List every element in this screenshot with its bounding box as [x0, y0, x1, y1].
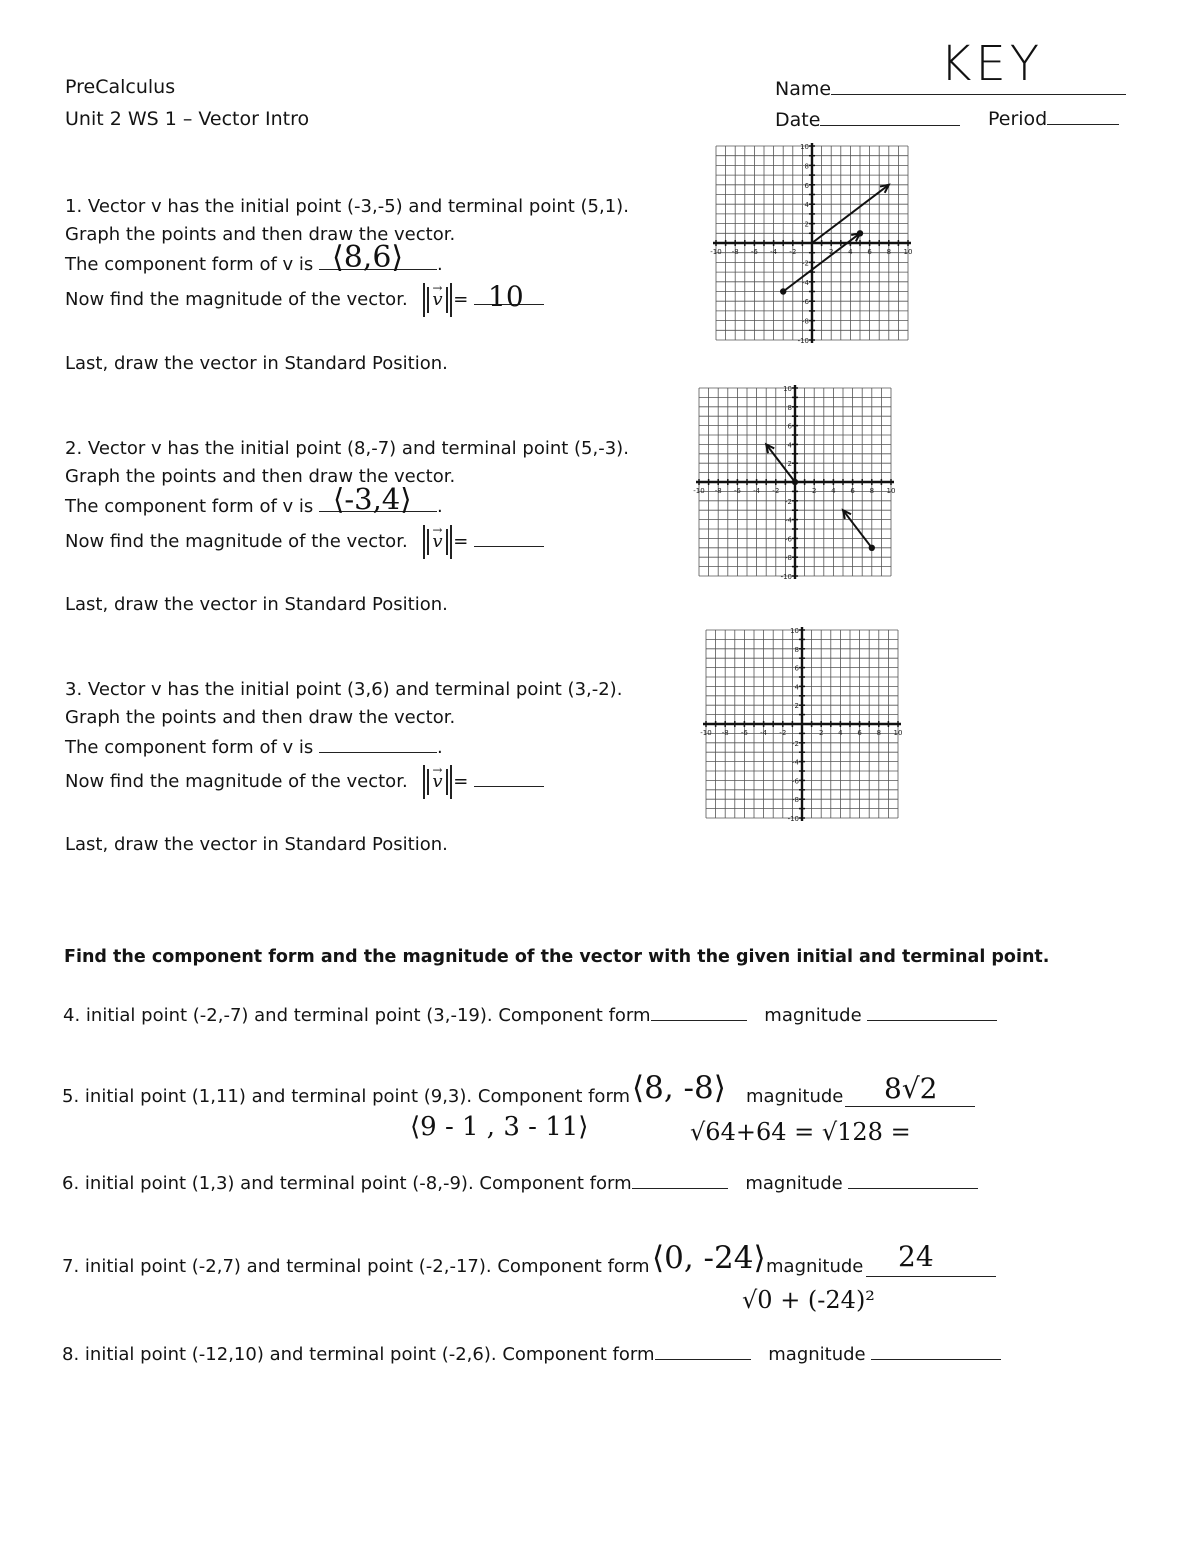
problem-2-magnitude-row: Now find the magnitude of the vector. → v =: [65, 528, 544, 555]
x-tick-label: -8: [714, 487, 722, 495]
y-tick-label: 10: [800, 143, 809, 151]
problem-6-component-field[interactable]: [632, 1170, 728, 1189]
problem-7-magnitude-answer: 24: [898, 1240, 934, 1273]
y-tick-label: 2: [787, 460, 792, 469]
problem-2-graph-line: Graph the points and then draw the vector.: [65, 466, 456, 487]
problem-1-magnitude-row: Now find the magnitude of the vector. → v =: [65, 286, 544, 313]
problem-5-magnitude-label: magnitude: [746, 1086, 844, 1107]
x-tick-label: -8: [721, 729, 729, 737]
problem-4-magnitude-label: magnitude: [764, 1005, 862, 1026]
coordinate-grid-1[interactable]: [712, 142, 912, 344]
problem-3-component-row: The component form of v is .: [65, 734, 443, 759]
x-tick-label: -6: [750, 248, 758, 256]
problem-2-text: Vector v has the initial point (8,-7) and terminal point (5,-3).: [87, 438, 629, 459]
x-tick-label: -10: [700, 729, 712, 737]
y-tick-label: 8: [787, 403, 792, 412]
y-tick-label: -10: [787, 815, 799, 823]
problem-4-text: initial point (-2,-7) and terminal point (3,-19).: [85, 1005, 493, 1026]
y-tick-label: 10: [790, 627, 799, 635]
y-tick-label: 10: [783, 385, 792, 393]
problem-3-graph-line: Graph the points and then draw the vector.: [65, 707, 456, 728]
problem-1-graph-line: Graph the points and then draw the vector.: [65, 224, 456, 245]
y-tick-label: 8: [794, 645, 799, 654]
coordinate-grid-3[interactable]: [702, 626, 902, 822]
problem-2-component-row: The component form of v is .: [65, 493, 443, 518]
problem-2-magnitude-field[interactable]: [474, 528, 544, 547]
date-field[interactable]: [820, 107, 960, 126]
y-tick-label: -2: [785, 497, 792, 506]
y-tick-label: 4: [787, 441, 792, 450]
date-label: Date: [775, 109, 821, 131]
x-tick-label: -6: [733, 487, 741, 495]
y-tick-label: 4: [804, 201, 809, 210]
problem-7-number: 7.: [62, 1256, 80, 1277]
y-tick-label: -10: [780, 573, 792, 581]
problem-3-component-text: The component form of v is: [65, 737, 314, 758]
plotted-point: [857, 230, 863, 236]
y-tick-label: -8: [785, 554, 792, 563]
x-tick-label: -2: [789, 248, 797, 256]
period-label: Period: [988, 108, 1048, 130]
y-tick-label: 6: [794, 664, 799, 673]
problem-5-magnitude-work: √64+64 = √128 =: [690, 1118, 911, 1146]
problem-3-standard-line: Last, draw the vector in Standard Position.: [65, 834, 448, 855]
problem-2-component-text: The component form of v is: [65, 496, 314, 517]
x-tick-label: -6: [740, 729, 748, 737]
y-tick-label: 4: [794, 683, 799, 692]
problem-5-text: initial point (1,11) and terminal point (9,3).: [84, 1086, 473, 1107]
problem-4-component-label: Component form: [498, 1005, 651, 1026]
y-tick-label: 2: [794, 702, 799, 711]
problem-8-component-field[interactable]: [655, 1341, 751, 1360]
problem-4-row: [63, 1002, 997, 1027]
problem-1-text: Vector v has the initial point (-3,-5) and terminal point (5,1).: [87, 196, 629, 217]
problem-5-component-label: Component form: [477, 1086, 631, 1107]
plotted-point: [792, 479, 798, 485]
y-tick-label: -2: [802, 259, 809, 268]
problem-7-row: [62, 1256, 650, 1278]
problem-1-magnitude-text: Now find the magnitude of the vector.: [65, 289, 408, 310]
problem-7-component-answer: ⟨0, -24⟩: [652, 1240, 766, 1276]
norm-symbol: → v: [427, 529, 447, 555]
y-tick-label: -4: [802, 278, 809, 287]
problem-4-number: 4.: [63, 1005, 81, 1026]
date-row: [775, 107, 960, 131]
problem-6-magnitude-field[interactable]: [848, 1170, 978, 1189]
problem-8-number: 8.: [62, 1344, 80, 1365]
x-tick-label: 8: [869, 487, 875, 495]
x-tick-label: -4: [770, 248, 778, 256]
problem-2-prompt: [65, 438, 629, 460]
problem-2-magnitude-text: Now find the magnitude of the vector.: [65, 531, 408, 552]
norm-symbol: → v: [427, 769, 447, 795]
problem-6-magnitude-label: magnitude: [745, 1173, 843, 1194]
problem-7-magnitude-label: magnitude: [766, 1256, 864, 1277]
x-tick-label: 10: [903, 248, 913, 256]
problem-5-row: [62, 1086, 630, 1108]
x-tick-label: -4: [760, 729, 768, 737]
problem-2-standard-line: Last, draw the vector in Standard Position.: [65, 594, 448, 615]
period-field[interactable]: [1047, 106, 1119, 125]
problem-1-magnitude-answer: 10: [488, 280, 524, 313]
problem-1-component-row: The component form of v is .: [65, 251, 443, 276]
problem-3-magnitude-field[interactable]: [474, 768, 544, 787]
y-tick-label: 8: [804, 162, 809, 171]
y-tick-label: 6: [787, 422, 792, 431]
x-tick-label: 8: [876, 729, 882, 737]
name-label: Name: [775, 78, 832, 100]
x-tick-label: 10: [886, 487, 896, 495]
y-tick-label: -8: [792, 796, 799, 805]
y-tick-label: -4: [792, 758, 799, 767]
x-tick-label: 2: [818, 729, 824, 737]
problem-7-component-label: Component form: [497, 1256, 650, 1277]
problem-7-magnitude-work: √0 + (-24)²: [742, 1286, 875, 1314]
problem-6-row: [62, 1170, 978, 1195]
problem-5-number: 5.: [62, 1086, 80, 1107]
key-mark: KEY: [940, 36, 1044, 92]
x-tick-label: 8: [886, 248, 892, 256]
problem-6-number: 6.: [62, 1173, 80, 1194]
problem-1-prompt: [65, 196, 629, 218]
problem-8-text: initial point (-12,10) and terminal point (-2,6).: [84, 1344, 497, 1365]
y-tick-label: -8: [802, 317, 809, 326]
problem-3-number: 3.: [65, 679, 83, 700]
y-tick-label: -6: [802, 298, 809, 307]
worksheet-title: Unit 2 WS 1 – Vector Intro: [65, 108, 310, 130]
y-tick-label: 6: [804, 181, 809, 190]
plotted-point: [780, 288, 786, 294]
problem-1-component-text: The component form of v is: [65, 254, 314, 275]
x-tick-label: 10: [893, 729, 903, 737]
x-tick-label: 4: [831, 487, 836, 495]
x-tick-label: 2: [828, 248, 834, 256]
problem-3-prompt: [65, 679, 622, 701]
x-tick-label: -10: [693, 487, 705, 495]
problem-5-component-answer: ⟨8, -8⟩: [632, 1070, 726, 1106]
problem-2-component-answer: ⟨-3,4⟩: [333, 482, 412, 516]
problem-1-component-answer: ⟨8,6⟩: [332, 240, 404, 275]
problem-8-component-label: Component form: [502, 1344, 655, 1365]
x-tick-label: 6: [850, 487, 855, 495]
problem-3-magnitude-text: Now find the magnitude of the vector.: [65, 771, 408, 792]
y-tick-label: -2: [792, 739, 799, 748]
norm-symbol: → v: [427, 287, 447, 313]
problem-8-row: [62, 1341, 1001, 1366]
problem-5-magnitude-answer: 8√2: [884, 1072, 938, 1105]
y-tick-label: 2: [804, 220, 809, 229]
y-tick-label: -6: [785, 535, 792, 544]
x-tick-label: -2: [772, 487, 780, 495]
problem-3-component-field[interactable]: [319, 734, 437, 753]
course-title: PreCalculus: [65, 76, 176, 98]
y-tick-label: -4: [785, 516, 792, 525]
plotted-point: [869, 545, 875, 551]
y-tick-label: -6: [792, 777, 799, 786]
problem-4-magnitude-field[interactable]: [867, 1002, 997, 1021]
problem-5-component-work: ⟨9 - 1 , 3 - 11⟩: [410, 1112, 589, 1142]
x-tick-label: -10: [710, 248, 722, 256]
section-instruction: Find the component form and the magnitude of the vector with the given initial and terminal point.: [64, 947, 1050, 967]
problem-8-magnitude-label: magnitude: [768, 1344, 866, 1365]
coordinate-grid-2[interactable]: [695, 384, 895, 580]
period-row: [988, 106, 1119, 130]
x-tick-label: 4: [838, 729, 843, 737]
problem-3-text: Vector v has the initial point (3,6) and terminal point (3,-2).: [87, 679, 623, 700]
x-tick-label: 6: [857, 729, 862, 737]
x-tick-label: 2: [811, 487, 817, 495]
problem-7-text: initial point (-2,7) and terminal point (-2,-17).: [84, 1256, 492, 1277]
problem-4-component-field[interactable]: [651, 1002, 747, 1021]
x-tick-label: 6: [867, 248, 872, 256]
y-tick-label: -10: [797, 337, 809, 345]
x-tick-label: 4: [848, 248, 853, 256]
problem-2-number: 2.: [65, 438, 83, 459]
x-tick-label: -2: [779, 729, 787, 737]
problem-8-magnitude-field[interactable]: [871, 1341, 1001, 1360]
problem-3-magnitude-row: Now find the magnitude of the vector. → v =: [65, 768, 544, 795]
problem-1-number: 1.: [65, 196, 83, 217]
x-tick-label: -4: [753, 487, 761, 495]
problem-1-standard-line: Last, draw the vector in Standard Position.: [65, 353, 448, 374]
problem-6-component-label: Component form: [479, 1173, 632, 1194]
problem-6-text: initial point (1,3) and terminal point (-8,-9).: [84, 1173, 474, 1194]
x-tick-label: -8: [731, 248, 739, 256]
